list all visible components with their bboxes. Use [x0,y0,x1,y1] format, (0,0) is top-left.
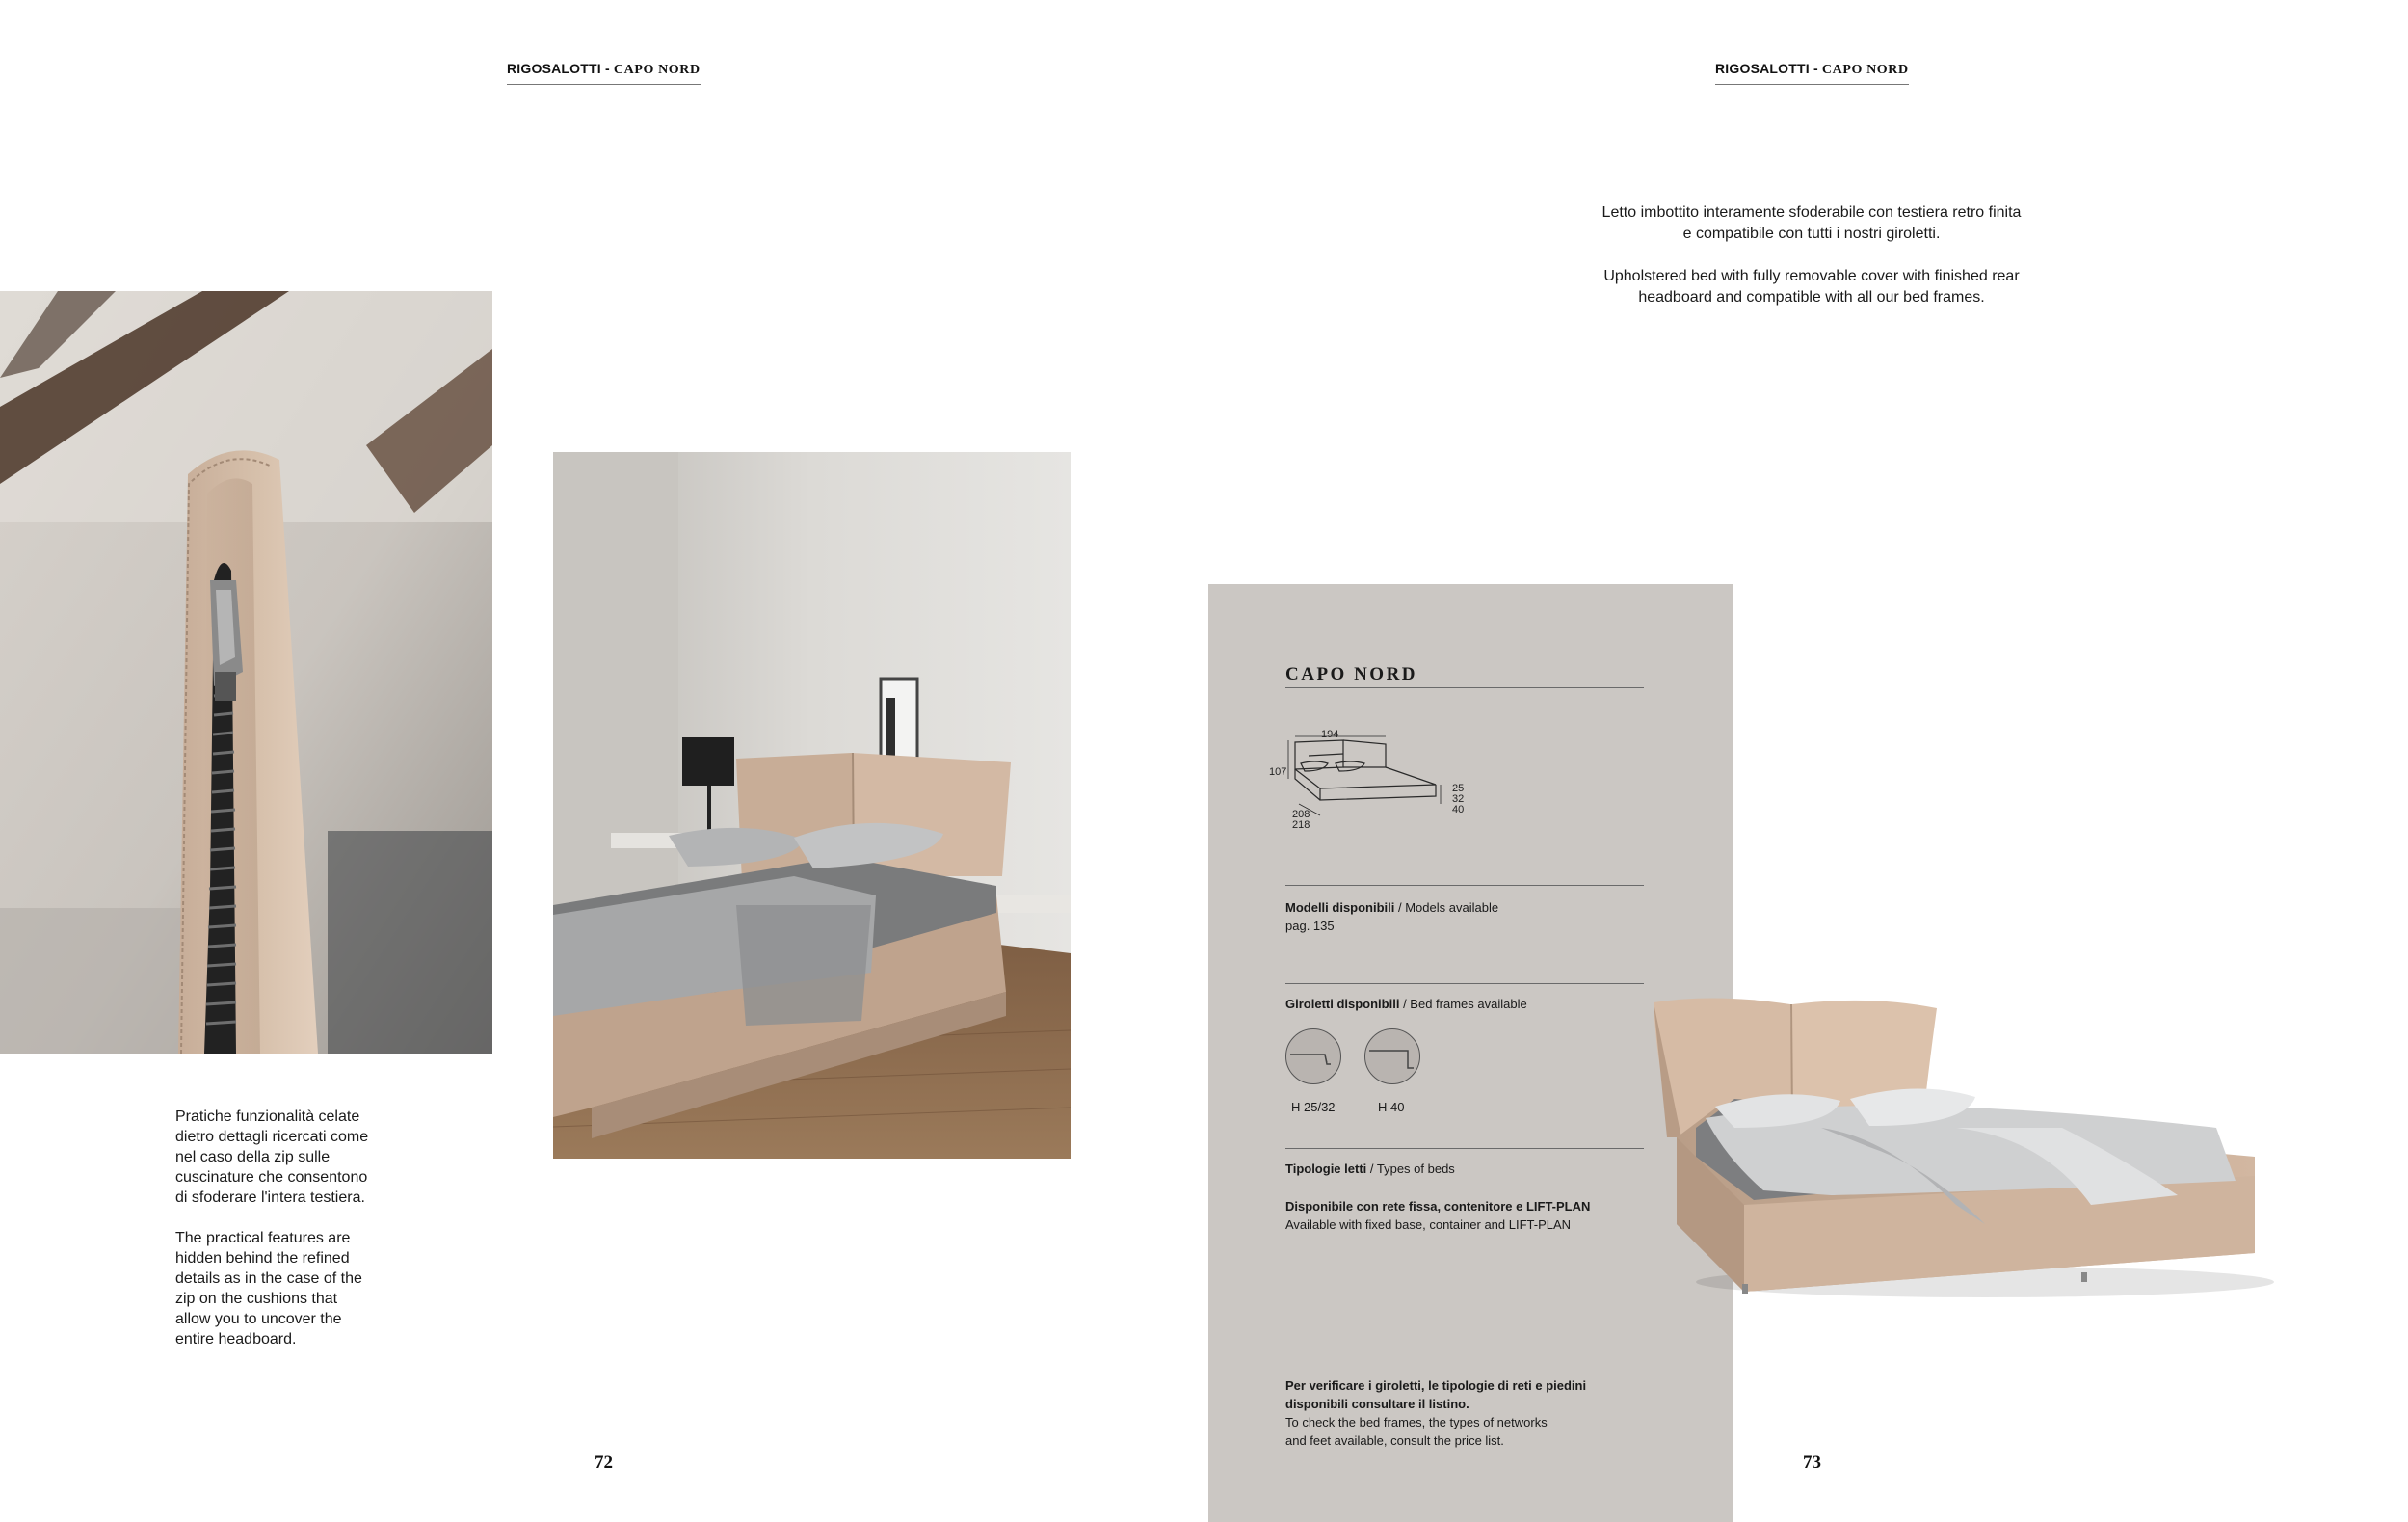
intro-text [1522,202,2101,330]
divider [1285,983,1644,984]
spec-title: CAPO NORD [1285,664,1644,688]
intro-italian: Letto imbottito interamente sfoderabile con testiera retro finita e compatibile con tutti i nostri giroletti. [1601,204,2022,242]
price-list-note: Per verificare i giroletti, le tipologie di reti e piedini disponibili consultare il listino. To check the bed frames, the types of networks and feet available, consult the price list. [1285,1378,1587,1448]
frame-h25-32-label: H 25/32 [1291,1100,1336,1114]
left-running-header: RIGOSALOTTI - CAPO NORD [507,61,701,85]
dim-frame-2: 32 [1452,793,1465,805]
caption-italian: Pratiche funzionalità celate dietro dettagli ricercati come nel caso della zip sulle cuscinature che consentono di sfoderare l'intera testiera. [175,1108,369,1206]
frame-h25-32-icon [1285,1028,1341,1084]
dim-length-1: 208 [1292,809,1310,820]
dim-frame-3: 40 [1452,804,1465,815]
intro-english: Upholstered bed with fully removable cover with finished rear headboard and compatible with all our bed frames. [1603,268,2020,306]
zip-detail-photo [0,291,492,1054]
types-availability: Disponibile con rete fissa, contenitore e LIFT-PLAN Available with fixed base, container and LIFT-PLAN [1285,1199,1591,1232]
frames-label: Giroletti disponibili / Bed frames available [1285,997,1527,1011]
models-page-ref: pag. 135 [1285,919,1335,933]
dim-length-2: 218 [1292,819,1310,831]
frame-h40-label: H 40 [1378,1100,1405,1114]
left-page-number: 72 [595,1453,613,1473]
frame-h40-icon [1364,1028,1420,1084]
left-caption [175,1107,387,1370]
dim-width: 194 [1321,729,1339,740]
bed-product-image [1638,993,2274,1301]
dim-frame-1: 25 [1452,783,1465,794]
divider [1285,885,1644,886]
models-section: Modelli disponibili / Models available pag. 135 [1285,900,1499,933]
right-page-number: 73 [1803,1453,1821,1473]
right-running-header: RIGOSALOTTI - CAPO NORD [1715,61,1909,85]
divider [1285,1148,1644,1149]
bedroom-photo [553,452,1071,1159]
caption-english: The practical features are hidden behind the refined details as in the case of the zip on the cushions that allow you to uncover the entire headboard. [175,1230,362,1348]
types-label: Tipologie letti / Types of beds [1285,1162,1455,1176]
bed-dimension-drawing [1282,729,1474,835]
dim-height: 107 [1269,766,1287,778]
